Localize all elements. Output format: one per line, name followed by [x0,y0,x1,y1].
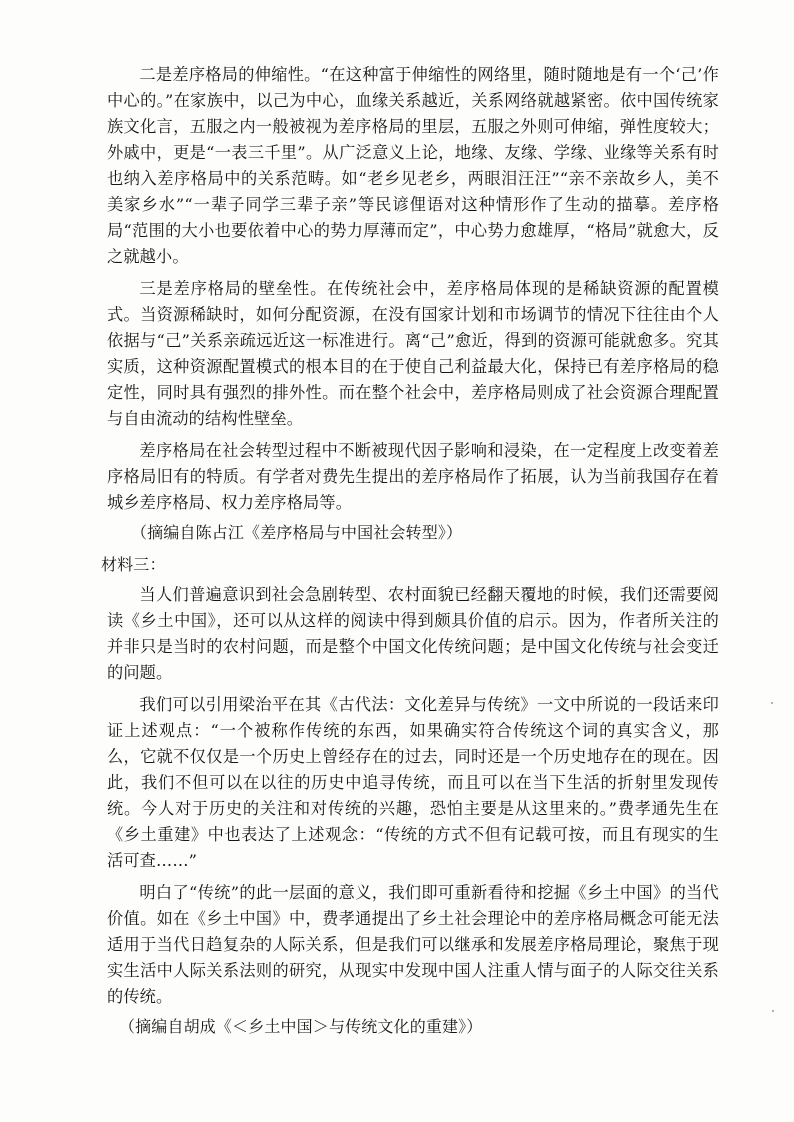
document-body [101,62,719,1040]
scan-speck [772,1010,774,1012]
source-citation-hu: （摘编自胡成《＜乡土中国＞与传统文化的重建》） [119,1017,483,1036]
source-citation-chen: （摘编自陈占江《差序格局与中国社会转型》） [131,523,463,542]
paragraph-contemporary-value: 明白了“传统”的此一层面的意义，我们即可重新看待和挖掘《乡土中国》的当代价值。如在《乡土中国》中，费孝通提出了乡土社会理论中的差序格局概念可能无法适用于当代日趋复杂的人际关系，但是我们可以继承和发展差序格局理论，聚焦于现实生活中人际关系法则的研究，从现实中发现中国人注重人情与面子的人际交往关系的传统。 [107,883,719,1006]
paragraph-reading-value: 当人们普遍意识到社会急剧转型、农村面貌已经翻天覆地的时候，我们还需要阅读《乡土中国》，还可以从这样的阅读中得到颇具价值的启示。因为，作者所关注的并非只是当时的农村问题，而是整个中国文化传统问题；是中国文化传统与社会变迁的问题。 [107,585,719,682]
paragraph-liang-quote: 我们可以引用梁治平在其《古代法：文化差异与传统》一文中所说的一段话来印证上述观点：“一个被称作传统的东西，如果确实符合传统这个词的真实含义，那么，它就不仅仅是一个历史上曾经存在的过去，同时还是一个历史地存在的现在。因此，我们不但可以在以往的历史中追寻传统，而且可以在当下生活的折射里发现传统。今人对于历史的关注和对传统的兴趣，恐怕主要是从这里来的。”费孝通先生在《乡土重建》中也表达了上述观念：“传统的方式不但有记载可按，而且有现实的生活可查……” [107,695,719,870]
scan-speck [771,702,773,704]
material-3-heading: 材料三： [101,555,166,574]
paragraph-transformation: 差序格局在社会转型过程中不断被现代因子影响和浸染，在一定程度上改变着差序格局旧有的特质。有学者对费先生提出的差序格局作了拓展，认为当前我国存在着城乡差序格局、权力差序格局等。 [107,441,719,512]
paragraph-barrier: 三是差序格局的壁垒性。在传统社会中，差序格局体现的是稀缺资源的配置模式。当资源稀缺时，如何分配资源，在没有国家计划和市场调节的情况下往往由个人依据与“己”关系亲疏远近这一标准进行。离“己”愈近，得到的资源可能就愈多。究其实质，这种资源配置模式的根本目的在于使自己利益最大化，保持已有差序格局的稳定性，同时具有强烈的排外性。而在整个社会中，差序格局则成了社会资源合理配置与自由流动的结构性壁垒。 [107,279,719,428]
paragraph-flexibility: 二是差序格局的伸缩性。“在这种富于伸缩性的网络里，随时随地是有一个‘己’作中心的。”在家族中，以己为中心，血缘关系越近，关系网络就越紧密。依中国传统家族文化言，五服之内一般被视为差序格局的里层，五服之外则可伸缩，弹性度较大；外戚中，更是“一表三千里”。从广泛意义上论，地缘、友缘、学缘、业缘等关系有时也纳入差序格局中的关系范畴。如“老乡见老乡，两眼泪汪汪”“亲不亲故乡人，美不美家乡水”“一辈子同学三辈子亲”等民谚俚语对这种情形作了生动的描摹。差序格局“范围的大小也要依着中心的势力厚薄而定”，中心势力愈雄厚，“格局”就愈大，反之就越小。 [107,65,719,266]
